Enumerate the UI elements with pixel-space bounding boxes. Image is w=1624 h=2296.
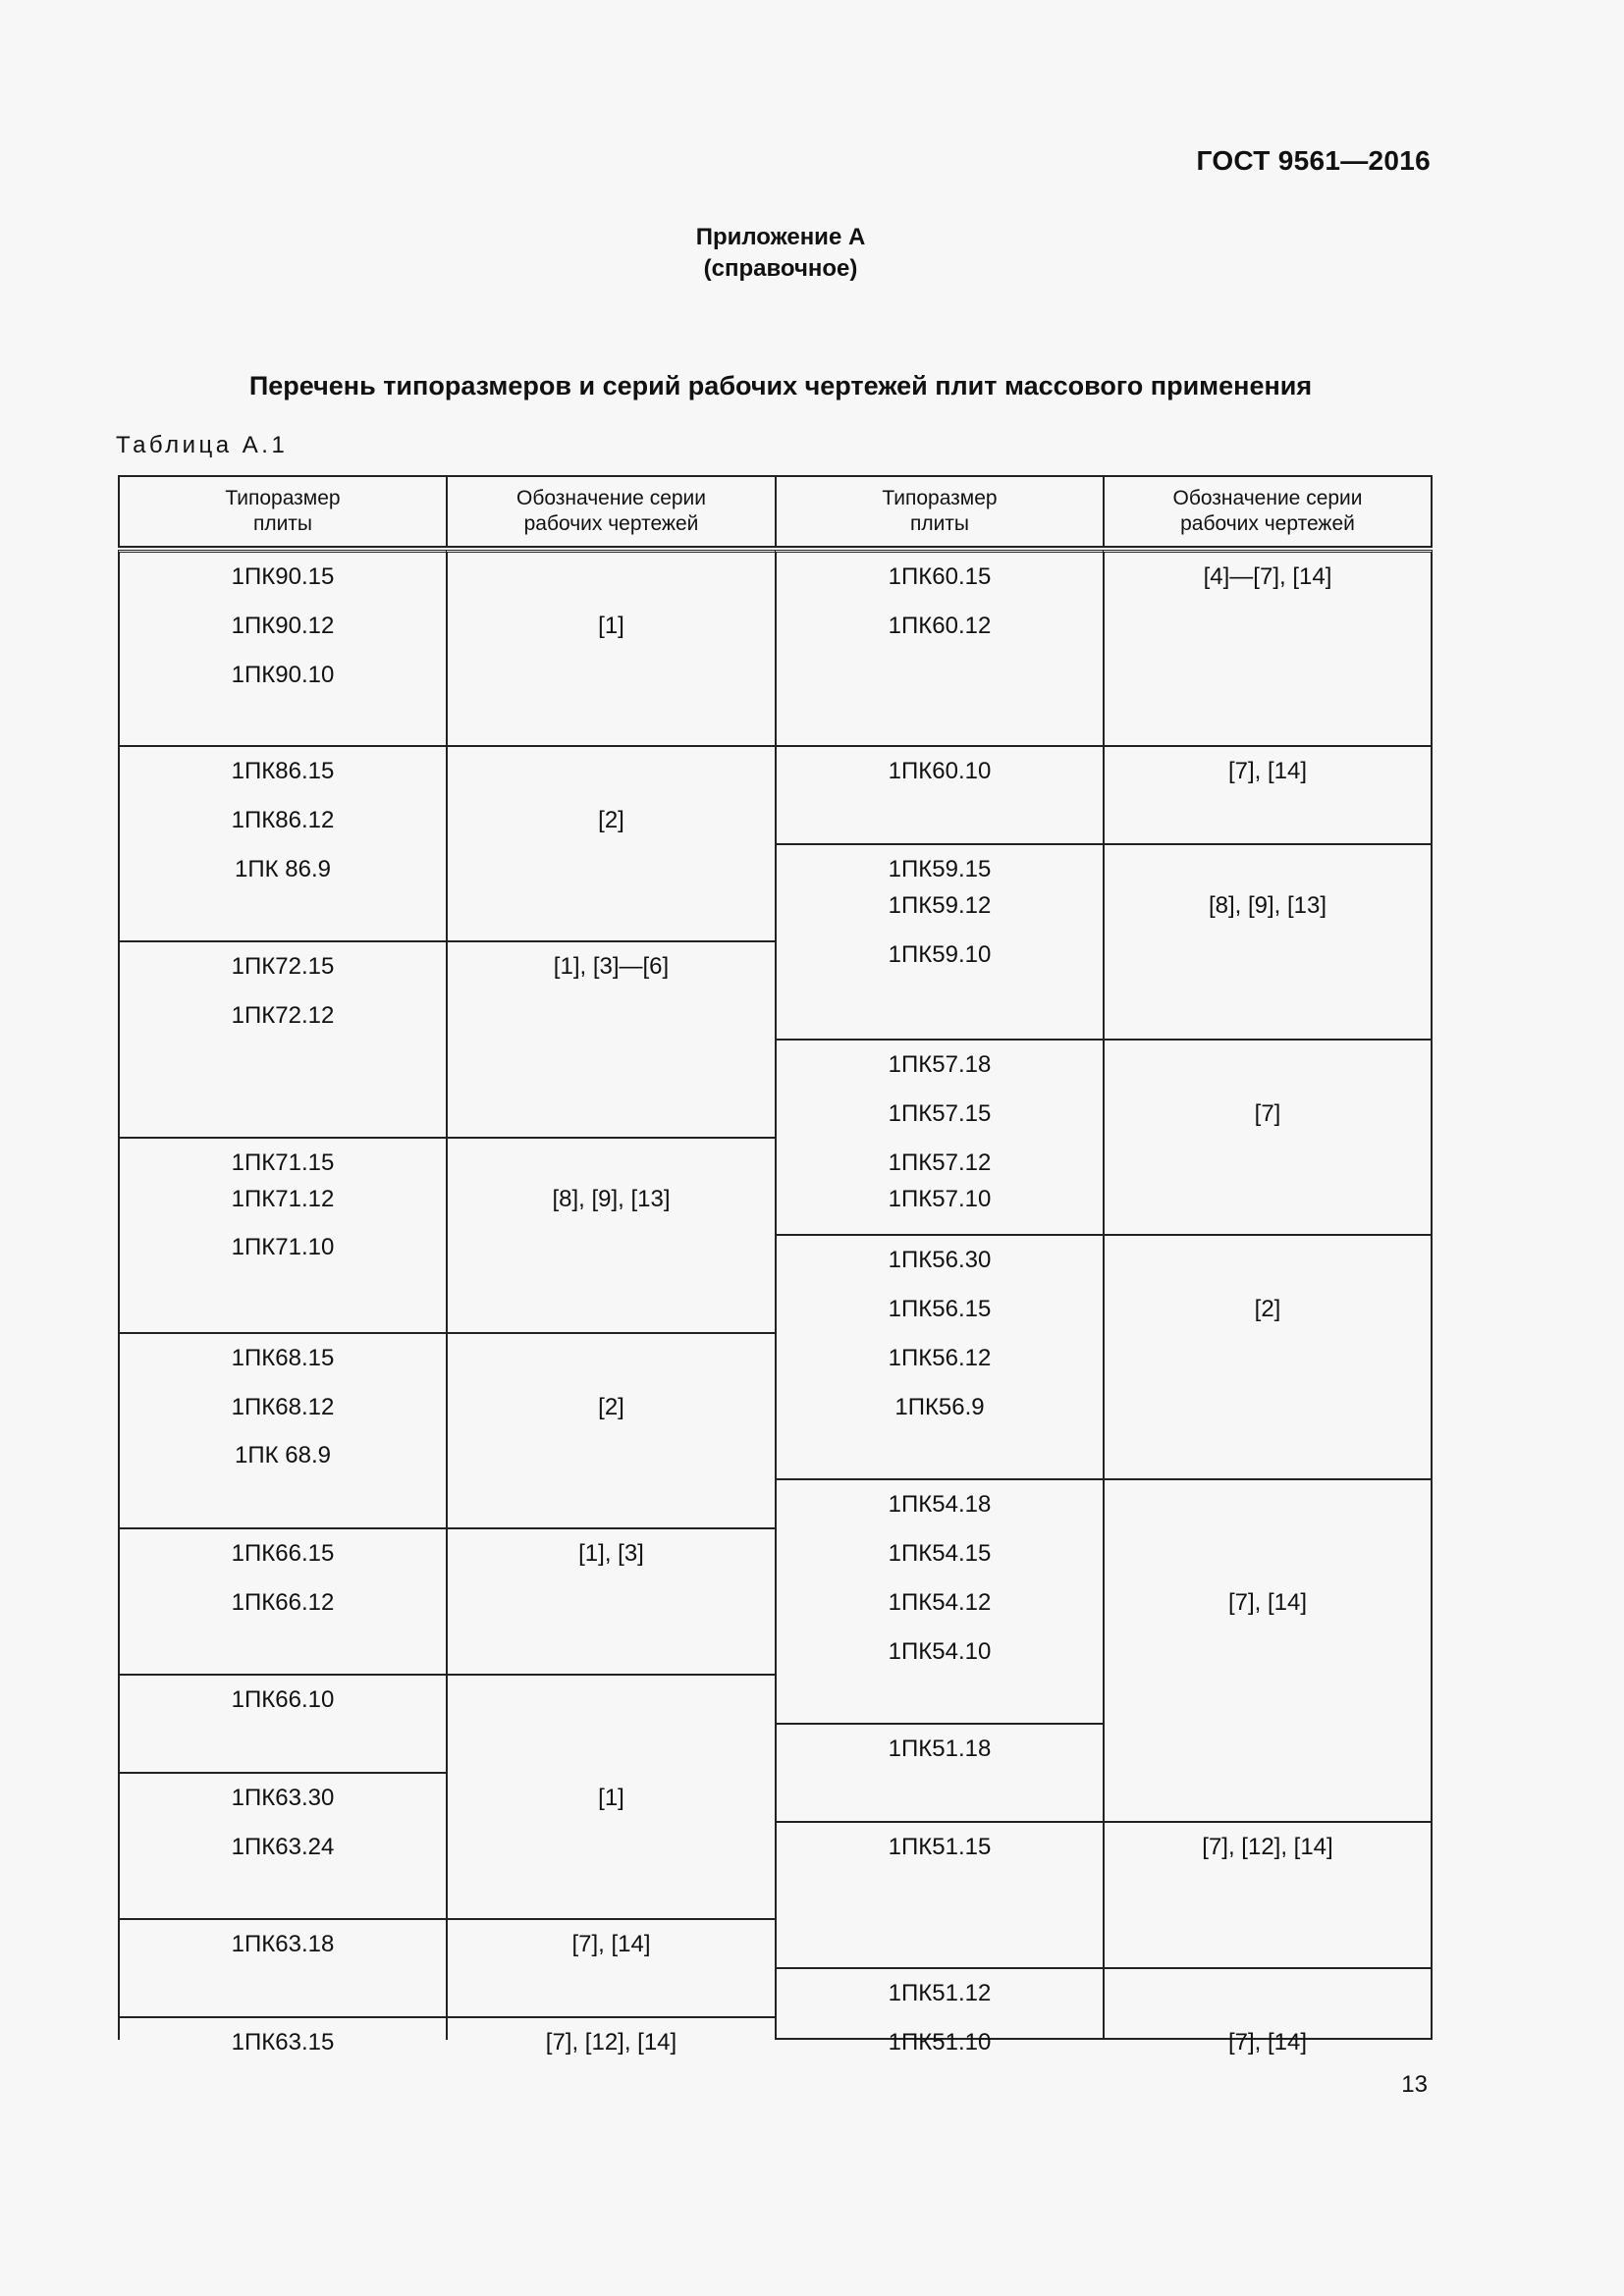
cell-line: 1ПК57.10: [888, 1185, 992, 1212]
table-cell: [118, 940, 446, 1136]
cell-line: 1ПК66.15: [231, 1540, 335, 1567]
cell-line: 1ПК86.15: [231, 758, 335, 785]
cell-line: [1]: [598, 612, 624, 639]
cell-line: [2]: [598, 1393, 624, 1420]
cell-line: [1], [3]—[6]: [553, 953, 670, 981]
cell-line: [4]—[7], [14]: [1203, 563, 1332, 590]
cell-line: [1105, 1248, 1431, 1297]
cell-line: [448, 1346, 775, 1395]
cell-line: [8], [9], [13]: [552, 1185, 671, 1212]
table-cell: [446, 550, 775, 745]
table-title: Перечень типоразмеров и серий рабочих чертежей плит массового применения: [248, 371, 1313, 400]
cell-line: 1ПК90.12: [231, 612, 335, 639]
cell-line: [7], [12], [14]: [545, 2029, 677, 2056]
table-cell: [1103, 1478, 1433, 1821]
cell-line: [1105, 1981, 1431, 2030]
cell-line: [448, 1736, 775, 1786]
cell-line: [448, 564, 775, 614]
cell-line: 1ПК56.15: [888, 1295, 992, 1322]
table-cell: [446, 745, 775, 940]
table-cell: [118, 745, 446, 940]
header-line: рабочих чертежей: [1180, 512, 1355, 535]
appendix-subtitle: (справочное): [703, 255, 858, 282]
cell-line: 1ПК68.15: [231, 1344, 335, 1371]
cell-line: 1ПК66.12: [231, 1588, 335, 1616]
table-cell: [1103, 1821, 1433, 1967]
table-cell: [775, 1478, 1103, 1723]
cell-line: 1ПК90.10: [231, 661, 335, 688]
cell-line: [2]: [1254, 1295, 1281, 1322]
cell-line: 1ПК72.12: [231, 1002, 335, 1030]
header-line: рабочих чертежей: [523, 512, 699, 535]
table-cell: [775, 1967, 1103, 2056]
cell-line: 1ПК68.12: [231, 1393, 335, 1420]
header-line: Типоразмер: [225, 487, 341, 509]
cell-line: 1ПК57.18: [888, 1051, 992, 1078]
table-cell: [118, 1332, 446, 1527]
cell-line: 1ПК56.9: [894, 1393, 985, 1420]
table-header-4: [1103, 475, 1433, 548]
table-cell: [775, 1039, 1103, 1234]
header-line: плиты: [252, 512, 313, 535]
table-cell: [118, 1918, 446, 2016]
cell-line: [7]: [1254, 1099, 1281, 1127]
cell-line: 1ПК86.12: [231, 806, 335, 833]
cell-line: [7], [12], [14]: [1202, 1833, 1333, 1860]
cell-line: 1ПК90.15: [231, 563, 335, 590]
table-cell: [118, 1137, 446, 1332]
cell-line: [2]: [598, 806, 624, 833]
table-cell: [446, 2016, 775, 2056]
table-cell: [775, 1821, 1103, 1967]
cell-line: [448, 1150, 775, 1187]
cell-line: [8], [9], [13]: [1208, 891, 1327, 919]
table-cell: [446, 1674, 775, 1918]
header-line: плиты: [909, 512, 970, 535]
table-header-1: [118, 475, 446, 548]
cell-line: 1ПК71.15: [231, 1148, 335, 1176]
table-cell: [775, 745, 1103, 843]
table-cell: [118, 550, 446, 745]
cell-line: 1ПК 86.9: [235, 855, 331, 882]
cell-line: [448, 1687, 775, 1736]
table-cell: [1103, 1039, 1433, 1234]
table-cell: [446, 1918, 775, 2016]
cell-line: [1105, 1052, 1431, 1101]
table-cell: [775, 1234, 1103, 1478]
table-cell: [446, 1137, 775, 1332]
header-line: Обозначение серии: [1172, 487, 1363, 509]
table-cell: [446, 1332, 775, 1527]
cell-line: 1ПК63.24: [231, 1833, 335, 1860]
cell-line: [7], [14]: [1227, 1588, 1308, 1616]
header-line: Типоразмер: [882, 487, 998, 509]
cell-line: 1ПК60.10: [888, 758, 992, 785]
table-cell: [1103, 1234, 1433, 1478]
table-cell: [446, 1527, 775, 1674]
cell-line: 1ПК56.12: [888, 1344, 992, 1371]
cell-line: [1]: [598, 1784, 624, 1811]
cell-line: 1ПК 68.9: [235, 1442, 331, 1469]
cell-line: 1ПК56.30: [888, 1247, 992, 1274]
cell-line: 1ПК72.15: [231, 953, 335, 981]
cell-line: 1ПК54.18: [888, 1491, 992, 1519]
cell-line: 1ПК51.12: [888, 1980, 992, 2007]
cell-line: 1ПК54.15: [888, 1539, 992, 1567]
cell-line: 1ПК57.12: [888, 1148, 992, 1176]
table-header-3: [775, 475, 1103, 548]
document-code: ГОСТ 9561—2016: [1196, 145, 1431, 176]
cell-line: 1ПК59.12: [888, 891, 992, 919]
cell-line: 1ПК60.12: [888, 612, 992, 639]
cell-line: 1ПК60.15: [888, 563, 992, 590]
cell-line: [1105, 857, 1431, 893]
cell-line: 1ПК59.15: [888, 855, 992, 882]
cell-line: 1ПК71.12: [231, 1185, 335, 1212]
cell-line: 1ПК63.15: [231, 2029, 335, 2056]
table-cell: [775, 843, 1103, 1039]
table-cell: [1103, 843, 1433, 1039]
cell-line: [448, 759, 775, 808]
cell-line: 1ПК51.18: [888, 1735, 992, 1763]
cell-line: 1ПК54.12: [888, 1588, 992, 1616]
page-number: 13: [1401, 2071, 1428, 2098]
table-label: Таблица А.1: [116, 432, 289, 458]
cell-line: 1ПК66.10: [231, 1686, 335, 1714]
table-cell: [775, 550, 1103, 745]
table-cell: [118, 1674, 446, 1772]
cell-line: 1ПК51.15: [888, 1833, 992, 1860]
table-cell: [1103, 745, 1433, 843]
cell-line: 1ПК63.30: [231, 1785, 335, 1811]
table-header-2: [446, 475, 775, 548]
table-cell: [1103, 1967, 1433, 2056]
cell-line: 1ПК63.18: [231, 1931, 335, 1958]
cell-line: [7], [14]: [1227, 2028, 1308, 2056]
table-cell: [118, 1772, 446, 1918]
table-cell: [775, 1723, 1103, 1821]
cell-line: [7], [14]: [1227, 758, 1308, 785]
cell-line: [1105, 1541, 1431, 1590]
cell-line: 1ПК57.15: [888, 1099, 992, 1127]
table-cell: [118, 1527, 446, 1674]
cell-line: 1ПК59.10: [888, 940, 992, 968]
cell-line: [1], [3]: [578, 1540, 644, 1567]
cell-line: [1105, 1492, 1431, 1541]
cell-line: 1ПК51.10: [888, 2028, 992, 2056]
cell-line: 1ПК54.10: [888, 1637, 992, 1665]
table-cell: [1103, 550, 1433, 745]
table-cell: [118, 2016, 446, 2056]
header-line: Обозначение серии: [515, 487, 707, 509]
cell-line: [7], [14]: [571, 1931, 651, 1958]
cell-line: 1ПК71.10: [231, 1234, 335, 1261]
appendix-title: Приложение А: [695, 224, 866, 250]
table-cell: [446, 940, 775, 1136]
